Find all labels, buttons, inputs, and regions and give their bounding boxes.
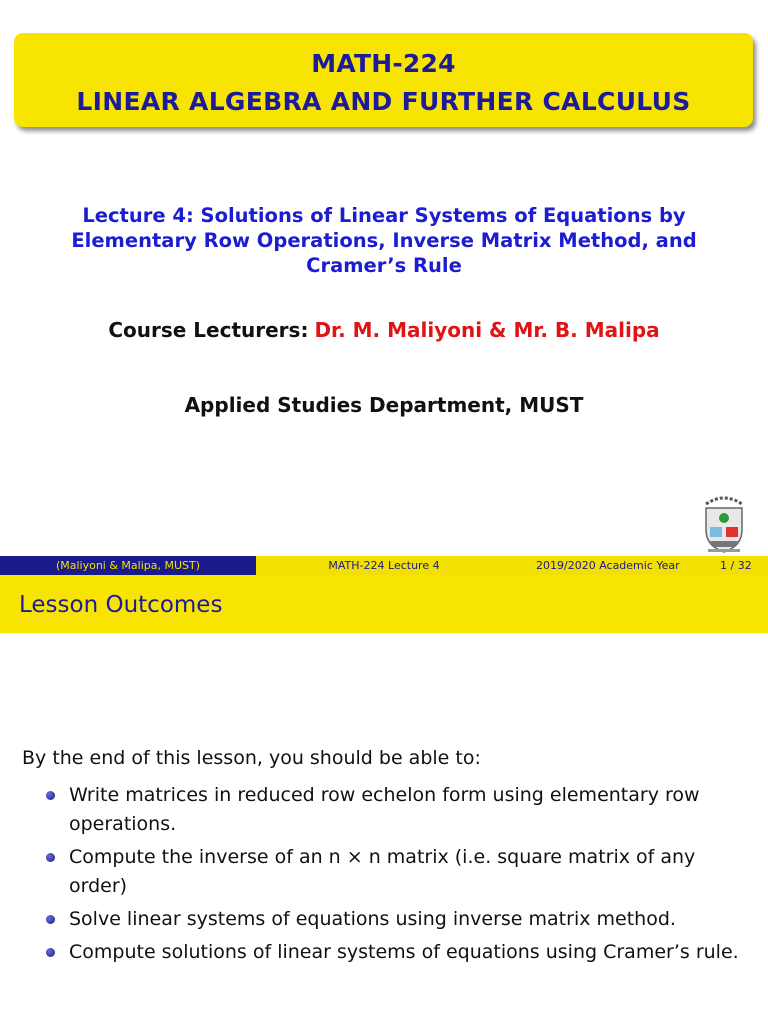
list-item-text: Compute solutions of linear systems of equations using Cramer’s rule.	[69, 941, 739, 963]
page-number: 1 / 32	[720, 559, 752, 572]
footer-right	[512, 556, 768, 575]
subtitle-line-3: Cramer’s Rule	[306, 254, 462, 277]
subtitle-line-2: Elementary Row Operations, Inverse Matrix Method, and	[71, 229, 697, 252]
frame-title: Lesson Outcomes	[19, 592, 223, 618]
course-lecturers	[0, 318, 768, 342]
bullet-icon	[46, 791, 55, 800]
outcomes-list	[46, 781, 751, 971]
list-item	[46, 781, 751, 839]
list-item-text: Compute the inverse of an n × n matrix (i.e. square matrix of any order)	[69, 846, 696, 897]
course-title: LINEAR ALGEBRA AND FURTHER CALCULUS	[76, 87, 691, 116]
title-box	[14, 33, 753, 127]
bullet-icon	[46, 915, 55, 924]
footer-bar	[0, 556, 768, 575]
list-item	[46, 843, 751, 901]
footer-authors: (Maliyoni & Malipa, MUST)	[0, 556, 256, 575]
list-item-text: Solve linear systems of equations using inverse matrix method.	[69, 908, 676, 930]
department: Applied Studies Department, MUST	[184, 393, 584, 417]
course-code: MATH-224	[311, 49, 456, 78]
list-item	[46, 905, 751, 934]
lecturers-label: Course Lecturers:	[108, 318, 309, 342]
bullet-icon	[46, 853, 55, 862]
frame-title-bar	[0, 575, 768, 633]
lecturers-names: Dr. M. Maliyoni & Mr. B. Malipa	[314, 318, 660, 342]
bullet-icon	[46, 948, 55, 957]
footer-course: MATH-224 Lecture 4	[256, 556, 512, 575]
university-crest-icon	[700, 494, 748, 554]
list-item	[46, 938, 751, 967]
subtitle-line-1: Lecture 4: Solutions of Linear Systems of Equations by	[82, 204, 686, 227]
lecture-subtitle	[20, 203, 748, 278]
list-item-text: Write matrices in reduced row echelon form using elementary row operations.	[69, 784, 700, 835]
intro-text: By the end of this lesson, you should be able to:	[22, 747, 481, 769]
footer-year: 2019/2020 Academic Year	[536, 559, 680, 572]
